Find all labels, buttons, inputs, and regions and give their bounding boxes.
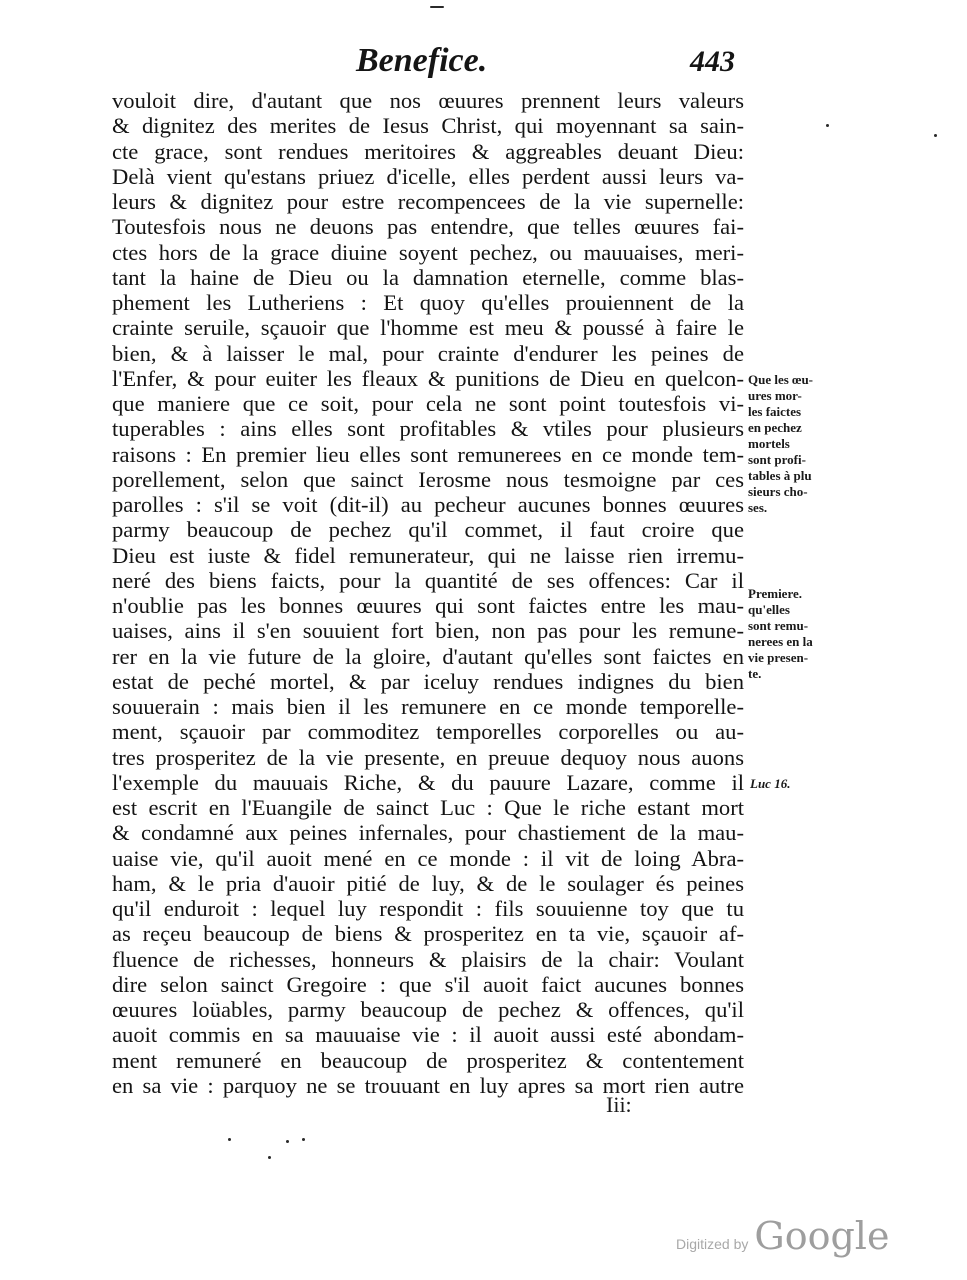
margin-note-line: ses. — [748, 500, 768, 515]
ink-speck — [826, 124, 829, 127]
text-line: leurs & dignitez pour estre recompencees de la vie supernelle: — [112, 189, 744, 214]
margin-note-line: Premiere. — [748, 586, 803, 601]
text-line: auoit commis en sa mauuaise vie : il auoit aussi esté abondam- — [112, 1022, 744, 1048]
margin-note-3 — [750, 776, 842, 792]
ink-speck — [228, 1138, 231, 1141]
text-line: rer en la vie future de la gloire, d'autant qu'elles sont faictes en — [112, 643, 744, 669]
text-line: crainte seruile, sçauoir que l'homme est meu & poussé à faire le — [112, 315, 744, 341]
text-line: & dignitez des merites de Iesus Christ, qui moyennant sa sain- — [112, 113, 744, 139]
margin-note-line: sont remu- — [748, 618, 809, 633]
text-line: Delà vient qu'estans priuez d'icelle, elles perdent aussi leurs va- — [112, 163, 744, 189]
text-line: Dieu est iuste & fidel remunerateur, qui ne laisse rien irremu- — [112, 542, 744, 568]
text-line: n'oublie pas les bonnes œuures qui sont faictes entre les mau- — [112, 593, 744, 618]
ink-speck — [302, 1138, 305, 1141]
margin-note-line: te. — [748, 666, 762, 681]
text-line: uaises, ains il s'en souuient fort bien, non pas pour les remune- — [112, 618, 744, 644]
margin-note-line: vie presen- — [748, 650, 809, 665]
text-line: l'Enfer, & pour euiter les fleaux & punitions de Dieu en quelcon- — [112, 365, 744, 391]
text-line: ment remuneré en beaucoup de prosperitez & contentement — [112, 1047, 744, 1073]
text-line: & condamné aux peines infernales, pour chastiement de la mau- — [112, 820, 744, 846]
text-line: tuperables : ains elles sont profitables & vtiles pour plusieurs — [112, 416, 744, 442]
catchword: Iii: — [606, 1092, 632, 1117]
text-line: estat de peché mortel, & par iceluy rendues indignes du bien — [112, 668, 744, 694]
ink-speck — [934, 134, 937, 137]
text-line: bien, & à laisser le mal, pour crainte d'endurer les peines de — [112, 340, 744, 366]
margin-note-line: les faictes — [748, 404, 802, 419]
text-line: dire selon sainct Gregoire : que s'il auoit faict aucunes bonnes — [112, 971, 744, 997]
ink-speck — [268, 1156, 271, 1159]
text-line: est escrit en l'Euangile de sainct Luc : Que le riche estant mort — [112, 795, 744, 820]
margin-note-2 — [748, 586, 840, 682]
margin-note-line: nerees en la — [748, 634, 813, 649]
text-line: ment, sçauoir par commoditez temporelles corporelles ou au- — [112, 719, 744, 745]
text-line: uaise vie, qu'il auoit mené en ce monde : il vit de loing Abra- — [112, 845, 744, 871]
digitized-watermark — [676, 1214, 889, 1258]
text-line: phement les Lutheriens : Et quoy qu'elles prouiennent de la — [112, 290, 744, 315]
google-logo: Google — [754, 1214, 890, 1258]
text-line: ctes hors de la grace diuine soyent pechez, ou mauuaises, meri- — [112, 239, 744, 265]
text-line: ham, & le pria d'auoir pitié de luy, & de le soulager és peines — [112, 870, 744, 896]
margin-note-line: tables à plu — [748, 468, 812, 483]
text-line: Toutesfois nous ne deuons pas entendre, que telles œuures fai- — [112, 214, 744, 240]
text-line: qu'il enduroit : lequel luy respondit : fils souuienne toy que tu — [112, 896, 744, 921]
text-line: raisons : En premier lieu elles sont remunerees en ce monde tem- — [112, 441, 744, 467]
running-title: Benefice. — [356, 42, 488, 79]
ink-speck — [430, 6, 444, 8]
text-line: vouloit dire, d'autant que nos œuures prennent leurs valeurs — [112, 88, 744, 113]
text-line: porellement, selon que sainct Ierosme nous tesmoigne par ces — [112, 466, 744, 492]
text-line: œuures loüables, parmy beaucoup de pechez & offences, qu'il — [112, 997, 744, 1022]
text-line: l'exemple du mauuais Riche, & du pauure Lazare, comme il — [112, 769, 744, 795]
text-line: fluence de richesses, honneurs & plaisirs de la chair: Voulant — [112, 946, 744, 972]
text-line: cte grace, sont rendues meritoires & aggreables deuant Dieu: — [112, 138, 744, 164]
watermark-prefix: Digitized by — [676, 1236, 749, 1252]
margin-note-line: en pechez — [748, 420, 802, 435]
margin-note-line: sieurs cho- — [748, 484, 808, 499]
text-line: que maniere que ce soit, pour cela ne sont point toutesfois vi- — [112, 391, 744, 416]
ink-speck — [286, 1140, 289, 1143]
text-line: en sa vie : parquoy ne se trouuant en luy apres sa mort rien autre — [112, 1072, 744, 1098]
text-line: neré des biens faicts, pour la quantité de ses offences: Car il — [112, 567, 744, 593]
text-line: tres prosperitez de la vie presente, en preuue dequoy nous auons — [112, 744, 744, 770]
margin-note-line: Luc 16. — [750, 776, 791, 791]
text-line: souuerain : mais bien il les remunere en ce monde temporelle- — [112, 694, 744, 719]
margin-note-1 — [748, 372, 840, 516]
margin-note-line: ures mor- — [748, 388, 802, 403]
body-text — [112, 88, 744, 1098]
text-line: tant la haine de Dieu ou la damnation eternelle, comme blas- — [112, 264, 744, 290]
margin-note-line: Que les œu- — [748, 372, 813, 387]
text-line: parolles : s'il se voit (dit-il) au pecheur aucunes bonnes œuures — [112, 492, 744, 517]
margin-note-line: mortels — [748, 436, 790, 451]
margin-note-line: sont profi- — [748, 452, 806, 467]
page-number: 443 — [690, 45, 735, 78]
margin-note-line: qu'elles — [748, 602, 790, 617]
text-line: as reçeu beaucoup de biens & prosperitez en ta vie, sçauoir af- — [112, 921, 744, 947]
text-line: parmy beaucoup de pechez qu'il commet, il faut croire que — [112, 517, 744, 543]
